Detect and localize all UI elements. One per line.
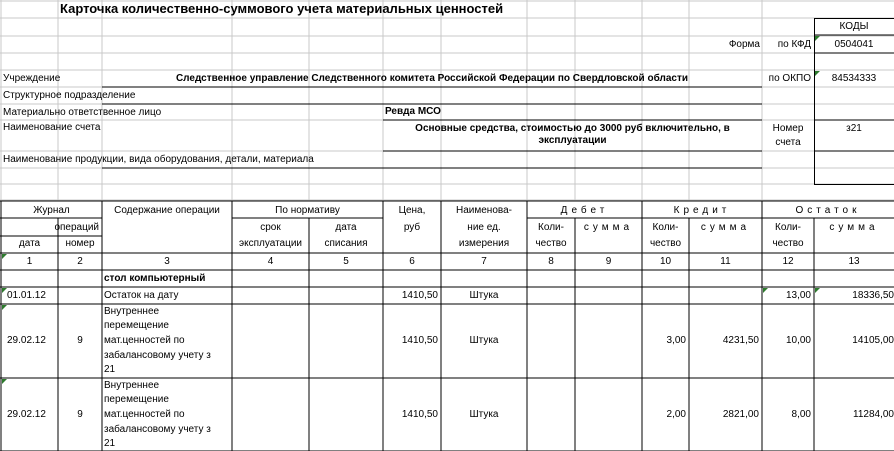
row3-bal-qty[interactable]: 8,00 — [791, 409, 811, 420]
col-number-3: 3 — [164, 256, 170, 267]
row2-content-3[interactable]: мат.ценностей по — [104, 335, 185, 346]
page-title: Карточка количественно-суммового учета материальных ценностей — [60, 1, 504, 16]
kfd-label: по КФД — [777, 39, 811, 50]
row1-date[interactable]: 01.01.12 — [7, 290, 46, 301]
account-no-label-2: счета — [775, 137, 801, 148]
col-number-10: 10 — [659, 256, 672, 267]
cell-indicator-icon — [2, 288, 7, 293]
row2-cr-qty[interactable]: 3,00 — [666, 335, 686, 346]
col-content: Содержание операции — [114, 205, 220, 216]
row3-content-1[interactable]: Внутреннее — [104, 380, 160, 391]
row1-unit[interactable]: Штука — [469, 290, 499, 301]
col-number-6: 6 — [409, 256, 415, 267]
col-number-1: 1 — [26, 256, 33, 267]
credit-qty-2: чество — [649, 238, 682, 249]
cell-indicator-icon — [2, 379, 7, 384]
account-value[interactable]: Основные средства, стоимостью до 3000 руб включительно, в эксплуатации — [415, 123, 730, 146]
col-number-4: 4 — [267, 256, 274, 267]
col-price: Цена, — [398, 205, 426, 216]
col-balance: Остаток — [795, 205, 861, 216]
row3-num[interactable]: 9 — [77, 409, 83, 420]
row1-bal-sum[interactable]: 18336,50 — [852, 290, 894, 301]
row2-content-4[interactable]: забалансовому учету з — [104, 350, 211, 361]
form-label: Форма — [728, 39, 760, 50]
col-norm: По нормативу — [275, 205, 340, 216]
institution-value[interactable]: Следственное управление Следственного комитета Российской Федерации по Свердловской области — [175, 73, 689, 84]
col-number-13: 13 — [848, 256, 860, 267]
row3-cr-qty[interactable]: 2,00 — [666, 409, 686, 420]
row2-price[interactable]: 1410,50 — [401, 335, 438, 346]
col-term-2: эксплуатации — [239, 238, 302, 249]
debit-sum: сумма — [583, 222, 634, 233]
col-price-2: руб — [403, 222, 421, 233]
cell-indicator-icon — [815, 288, 820, 293]
credit-sum: сумма — [700, 222, 751, 233]
row2-date[interactable]: 29.02.12 — [7, 335, 46, 346]
col-number-5: 5 — [343, 256, 349, 267]
col-credit: Кредит — [673, 205, 731, 216]
row3-bal-sum[interactable]: 11284,00 — [853, 409, 894, 420]
debit-qty-2: чество — [535, 238, 567, 249]
okpo-value[interactable]: 84534333 — [831, 73, 877, 84]
col-number-12: 12 — [782, 256, 794, 267]
row3-content-5[interactable]: 21 — [104, 438, 116, 449]
col-unit-2: ние ед. — [467, 222, 501, 233]
row3-cr-sum[interactable]: 2821,00 — [722, 409, 759, 420]
row2-content-1[interactable]: Внутреннее — [104, 306, 160, 317]
col-number-9: 9 — [605, 256, 612, 267]
col-number-2: 2 — [77, 256, 83, 267]
row2-content-2[interactable]: перемещение — [104, 320, 169, 331]
institution-label: Учреждение — [3, 73, 61, 84]
cell-indicator-icon — [815, 36, 820, 41]
col-journal: Журнал — [33, 205, 70, 216]
balance-qty: Коли- — [775, 222, 801, 233]
okpo-label: по ОКПО — [768, 73, 811, 84]
kfd-value[interactable]: 0504041 — [834, 39, 874, 50]
account-no-value[interactable]: з21 — [846, 123, 862, 134]
account-label: Наименование счета — [3, 122, 101, 133]
row3-unit[interactable]: Штука — [469, 409, 499, 420]
col-debit: Дебет — [560, 205, 609, 216]
debit-qty: Коли- — [538, 222, 564, 233]
row2-unit[interactable]: Штука — [469, 335, 499, 346]
col-unit: Наименова- — [456, 205, 512, 216]
row2-num[interactable]: 9 — [77, 335, 83, 346]
col-writeoff-2: списания — [324, 238, 368, 249]
col-number-8: 8 — [548, 256, 554, 267]
row3-date[interactable]: 29.02.12 — [7, 409, 46, 420]
cell-indicator-icon — [2, 254, 7, 259]
responsible-label: Материально ответственное лицо — [3, 107, 162, 118]
row1-price[interactable]: 1410,50 — [401, 290, 438, 301]
group-label: стол компьютерный — [104, 273, 206, 284]
col-unit-3: измерения — [458, 238, 510, 249]
col-writeoff: дата — [335, 222, 357, 233]
balance-qty-2: чество — [772, 238, 804, 249]
row3-content-3[interactable]: мат.ценностей по — [104, 409, 185, 420]
col-number-7: 7 — [481, 256, 487, 267]
row2-bal-qty[interactable]: 10,00 — [785, 335, 811, 346]
account-no-label-1: Номер — [772, 123, 804, 134]
balance-sum: сумма — [829, 222, 879, 233]
row3-price[interactable]: 1410,50 — [401, 409, 438, 420]
col-journal-2: операций — [54, 222, 99, 233]
responsible-value[interactable]: Ревда МСО — [385, 106, 441, 117]
col-term: срок — [260, 222, 281, 233]
cell-indicator-icon — [2, 305, 7, 310]
row2-content-5[interactable]: 21 — [104, 364, 116, 375]
structural-label: Структурное подразделение — [3, 90, 136, 101]
row1-content[interactable]: Остаток на дату — [104, 290, 179, 301]
cell-indicator-icon — [815, 71, 820, 76]
cell-indicator-icon — [763, 288, 768, 293]
row2-bal-sum[interactable]: 14105,00 — [852, 335, 894, 346]
credit-qty: Коли- — [652, 222, 679, 233]
col-number-11: 11 — [720, 256, 731, 267]
col-date: дата — [18, 238, 41, 249]
product-label: Наименование продукции, вида оборудования, детали, материала — [3, 154, 314, 165]
codes-label: КОДЫ — [839, 21, 869, 32]
row2-cr-sum[interactable]: 4231,50 — [722, 335, 759, 346]
row3-content-4[interactable]: забалансовому учету з — [104, 424, 211, 435]
row1-bal-qty[interactable]: 13,00 — [785, 290, 811, 301]
col-number: номер — [65, 238, 95, 249]
row3-content-2[interactable]: перемещение — [104, 394, 169, 405]
